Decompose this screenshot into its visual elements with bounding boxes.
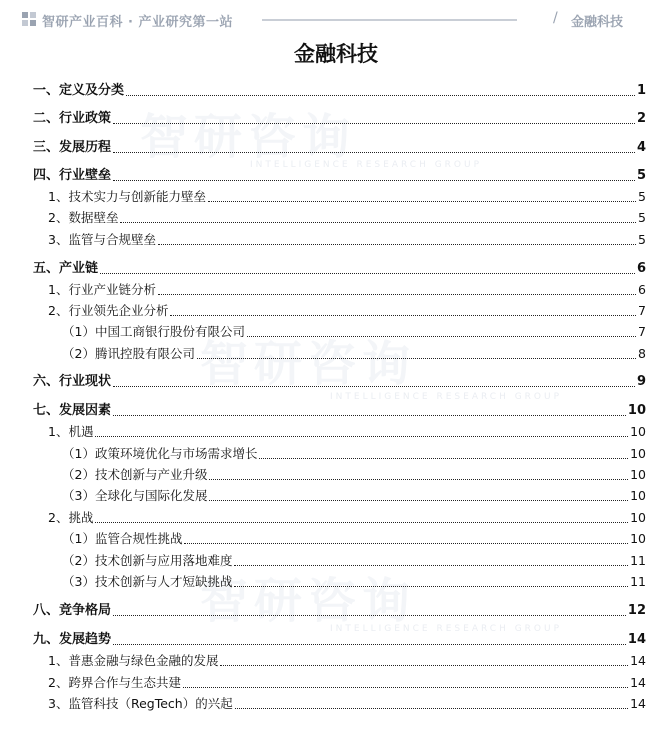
toc-entry[interactable] xyxy=(33,402,646,420)
toc-entry[interactable] xyxy=(48,652,646,670)
toc-entry[interactable] xyxy=(33,82,646,100)
dot-leader xyxy=(183,687,628,688)
toc-entry[interactable] xyxy=(62,530,646,548)
toc-entry-page: 10 xyxy=(630,424,646,439)
breadcrumb-separator: / xyxy=(553,10,558,26)
dot-leader xyxy=(259,458,628,459)
toc-entry-page: 5 xyxy=(638,232,646,247)
toc-entry-page: 10 xyxy=(630,531,646,546)
toc-entry-page: 10 xyxy=(630,467,646,482)
toc-entry[interactable] xyxy=(48,209,646,227)
toc-entry-page: 6 xyxy=(636,261,646,276)
watermark-logo: 智研咨询 xyxy=(200,573,417,629)
toc-entry[interactable] xyxy=(62,466,646,484)
toc-entry[interactable] xyxy=(62,573,646,591)
toc-entry[interactable] xyxy=(33,110,646,128)
toc-entry-label: 二、行业政策 xyxy=(33,111,112,126)
toc-entry[interactable] xyxy=(62,323,646,341)
dot-leader xyxy=(170,315,636,316)
toc-entry-page: 8 xyxy=(638,346,646,361)
toc-entry-page: 9 xyxy=(636,374,646,389)
brand-name[interactable]: 智研产业百科 · 产业研究第一站 xyxy=(42,15,233,30)
toc-entry-page: 6 xyxy=(638,282,646,297)
toc-entry-label: 2、跨界合作与生态共建 xyxy=(48,675,181,690)
toc-entry-label: （3）技术创新与人才短缺挑战 xyxy=(62,574,233,589)
dot-leader xyxy=(126,95,635,96)
toc-entry-label: 六、行业现状 xyxy=(33,374,112,389)
dot-leader xyxy=(184,543,628,544)
toc-entry[interactable] xyxy=(48,188,646,206)
watermark-logo: 智研咨询 xyxy=(200,336,417,392)
toc-entry[interactable] xyxy=(48,509,646,527)
dot-leader xyxy=(113,644,626,645)
toc-entry-label: 七、发展因素 xyxy=(33,403,112,418)
toc-entry-label: 四、行业壁垒 xyxy=(33,168,112,183)
watermark-subtext: INTELLIGENCE RESEARCH GROUP xyxy=(330,392,563,402)
toc-entry-label: （3）全球化与国际化发展 xyxy=(62,488,208,503)
toc-entry-label: 1、机遇 xyxy=(48,424,94,439)
toc-entry-page: 12 xyxy=(627,603,646,618)
toc-entry-label: 3、监管与合规壁垒 xyxy=(48,232,156,247)
toc-entry[interactable] xyxy=(33,602,646,620)
toc-entry-label: 九、发展趋势 xyxy=(33,632,112,647)
toc-entry[interactable] xyxy=(48,302,646,320)
toc-entry-page: 7 xyxy=(638,303,646,318)
dot-leader xyxy=(113,386,635,387)
toc-entry-label: 2、行业领先企业分析 xyxy=(48,303,169,318)
toc-entry-label: （1）监管合规性挑战 xyxy=(62,531,183,546)
watermark-subtext: INTELLIGENCE RESEARCH GROUP xyxy=(250,160,483,170)
dot-leader xyxy=(113,415,626,416)
toc-entry-page: 14 xyxy=(627,632,646,647)
toc-entry[interactable] xyxy=(48,423,646,441)
dot-leader xyxy=(113,615,626,616)
toc-entry-label: 一、定义及分类 xyxy=(33,83,125,98)
dot-leader xyxy=(158,244,636,245)
toc-entry-page: 5 xyxy=(638,189,646,204)
toc-entry-label: 1、行业产业链分析 xyxy=(48,282,156,297)
toc-entry-label: （2）技术创新与产业升级 xyxy=(62,467,208,482)
watermark-logo: 智研咨询 xyxy=(140,109,357,165)
toc-entry-page: 14 xyxy=(630,696,646,711)
toc-entry[interactable] xyxy=(33,631,646,649)
dot-leader xyxy=(95,436,628,437)
dot-leader xyxy=(209,479,628,480)
toc-entry-page: 11 xyxy=(630,553,646,568)
toc-entry-page: 4 xyxy=(636,140,646,155)
dot-leader xyxy=(197,358,636,359)
toc-entry-label: 2、数据壁垒 xyxy=(48,210,119,225)
watermark-subtext: INTELLIGENCE RESEARCH GROUP xyxy=(330,624,563,634)
toc-entry-page: 5 xyxy=(638,210,646,225)
toc-entry-label: （2）技术创新与应用落地难度 xyxy=(62,553,233,568)
toc-entry[interactable] xyxy=(33,260,646,278)
toc-entry-label: （1）政策环境优化与市场需求增长 xyxy=(62,446,258,461)
toc-entry[interactable] xyxy=(48,231,646,249)
page-title: 金融科技 xyxy=(294,41,378,66)
toc-entry-label: 2、挑战 xyxy=(48,510,94,525)
toc-entry-label: 八、竞争格局 xyxy=(33,603,112,618)
toc-entry[interactable] xyxy=(62,487,646,505)
toc-entry-page: 14 xyxy=(630,653,646,668)
toc-entry-label: 1、普惠金融与绿色金融的发展 xyxy=(48,653,219,668)
toc-entry-page: 10 xyxy=(627,403,646,418)
toc-entry-label: 3、监管科技（RegTech）的兴起 xyxy=(48,696,233,711)
toc-entry-page: 10 xyxy=(630,510,646,525)
toc-entry-page: 2 xyxy=(636,111,646,126)
toc-entry-page: 5 xyxy=(636,168,646,183)
toc-entry-page: 10 xyxy=(630,488,646,503)
dot-leader xyxy=(100,273,635,274)
toc-entry[interactable] xyxy=(48,695,646,713)
toc-entry-label: 五、产业链 xyxy=(33,261,99,276)
dot-leader xyxy=(234,565,628,566)
toc-entry-page: 14 xyxy=(630,675,646,690)
dot-leader xyxy=(220,665,628,666)
toc-entry[interactable] xyxy=(62,445,646,463)
dot-leader xyxy=(209,500,628,501)
dot-leader xyxy=(234,586,628,587)
toc-entry-label: （2）腾讯控股有限公司 xyxy=(62,346,195,361)
dot-leader xyxy=(113,180,635,181)
toc-entry-page: 1 xyxy=(636,83,646,98)
toc-entry[interactable] xyxy=(33,139,646,157)
toc-entry-page: 11 xyxy=(630,574,646,589)
toc-entry-label: 1、技术实力与创新能力壁垒 xyxy=(48,189,206,204)
toc-entry-page: 7 xyxy=(638,324,646,339)
toc-entry-label: （1）中国工商银行股份有限公司 xyxy=(62,324,245,339)
toc-entry[interactable] xyxy=(48,674,646,692)
breadcrumb-section[interactable]: 金融科技 xyxy=(571,15,624,30)
toc-entry-label: 三、发展历程 xyxy=(33,140,112,155)
dot-leader xyxy=(247,336,636,337)
toc-entry[interactable] xyxy=(33,373,646,391)
toc-entry[interactable] xyxy=(62,552,646,570)
dot-leader xyxy=(235,708,628,709)
toc-entry[interactable] xyxy=(33,167,646,185)
dot-leader xyxy=(113,123,635,124)
toc-entry[interactable] xyxy=(62,345,646,363)
dot-leader xyxy=(208,201,636,202)
dot-leader xyxy=(158,294,636,295)
toc-entry-page: 10 xyxy=(630,446,646,461)
dot-leader xyxy=(113,152,635,153)
dot-leader xyxy=(95,522,628,523)
dot-leader xyxy=(120,222,636,223)
toc-entry[interactable] xyxy=(48,281,646,299)
